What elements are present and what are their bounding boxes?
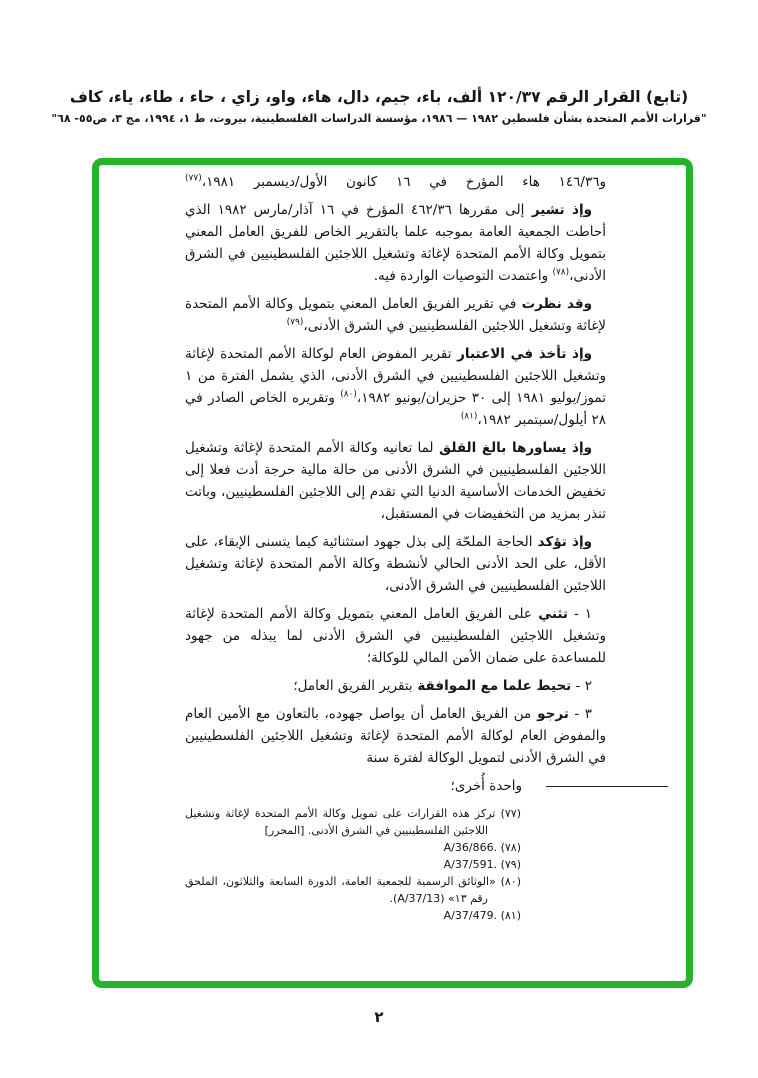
text-segment: ٢ - <box>571 678 592 694</box>
footnote-marker: (٧٩) <box>497 858 521 871</box>
footnote <box>185 839 521 856</box>
text-segment: و١٤٦/٣٦ هاء المؤرخ في ١٦ كانون الأول/ديسمبر ١٩٨١، <box>201 174 607 190</box>
footnote <box>185 856 521 873</box>
text-segment: تحيط علما مع الموافقة <box>412 678 572 694</box>
text-segment: A/37/591. <box>443 858 498 871</box>
resolution-frame <box>92 158 693 988</box>
text-segment: ترجو <box>531 706 569 722</box>
text-segment: على الفريق العامل المعني بتمويل وكالة الأمم المتحدة لإغاثة وتشغيل اللاجئين الفلسطينيين في الشرق الأدنى لما يبذله من جهود للمساعدة على ضمان الأمن المالي للوكالة؛ <box>185 606 606 666</box>
text-segment: وإذ يساورها بالغ القلق <box>433 440 592 456</box>
text-segment: واعتمدت التوصيات الواردة فيه. <box>373 268 553 284</box>
header-resolution-title: (تابع) القرار الرقم ١٢٠/٣٧ ألف، باء، جيم، دال، هاء، واو، زاي ، حاء ، طاء، ياء، كاف <box>69 88 689 106</box>
body-paragraph <box>185 703 606 769</box>
text-segment: A/36/866. <box>443 841 498 854</box>
text-segment: A/37/479. <box>443 909 498 922</box>
text-segment: بتقرير الفريق العامل؛ <box>293 678 413 694</box>
footnote-marker: (٧٧) <box>495 807 521 820</box>
text-segment: وتقريره الخاص الصادر في ٢٨ أيلول/سبتمبر ١٩٨٢، <box>185 390 606 428</box>
footnote-ref: (٧٧) <box>185 173 202 184</box>
footnote-marker: (٨١) <box>497 909 521 922</box>
body-paragraph <box>185 199 606 287</box>
body-paragraph <box>185 675 606 697</box>
text-segment: إلى مقررها ٤٦٢/٣٦ المؤرخ في ١٦ آذار/مارس ١٩٨٢ الذي أحاطت الجمعية العامة بموجبه علما بالتقرير الخاص للفريق العامل المعني بتمويل وكالة الأمم المتحدة لإغاثة وتشغيل اللاجئين الفلسطينيين في الشرق الأدنى، <box>185 202 606 284</box>
page-header <box>0 88 758 125</box>
closing-line-text: واحدة أُخرى؛ <box>450 778 522 794</box>
footnotes <box>185 805 521 924</box>
body-paragraph <box>185 603 606 669</box>
body-paragraph <box>185 343 606 431</box>
footnote-ref: (٨١) <box>460 411 478 422</box>
text-segment: وقد نظرت <box>516 296 592 312</box>
body-paragraph <box>185 531 606 597</box>
footnote-ref: (٨٠) <box>340 389 357 400</box>
text-segment: «الوثائق الرسمية للجمعية العامة، الدورة السابعة والثلاثون، الملحق رقم ١٣» <box>185 875 496 905</box>
footnote-marker: (٧٨) <box>497 841 521 854</box>
body-paragraph <box>185 437 606 525</box>
text-segment: . <box>389 892 394 905</box>
closing-line-row <box>185 775 606 797</box>
text-segment: وإذ تشير <box>524 202 592 218</box>
footnote <box>185 873 521 907</box>
footnote-ref: (٧٩) <box>286 317 304 328</box>
footnote <box>185 907 521 924</box>
header-source-citation: "قرارات الأمم المتحدة بشأن فلسطين ١٩٨٢ — ١٩٨٦، مؤسسة الدراسات الفلسطينية، بيروت، ط ١، ١٩٩٤، مج ٣، ص٥٥- ٦٨" <box>51 112 707 125</box>
text-segment: في تقرير الفريق العامل المعني بتمويل وكالة الأمم المتحدة لإغاثة وتشغيل اللاجئين الفلسطينيين في الشرق الأدنى، <box>185 296 606 334</box>
text-segment: تركز هذه القرارات على تمويل وكالة الأمم المتحدة لإغاثة وتشغيل اللاجئين الفلسطينيين في الشرق الأدنى. [المحرر] <box>185 807 496 837</box>
body-paragraph <box>185 171 606 193</box>
text-segment: تقرير المفوض العام لوكالة الأمم المتحدة لإغاثة وتشغيل اللاجئين الفلسطينيين في الشرق الأدنى، الذي يشمل الفترة من ١ تموز/يوليو ١٩٨١ إلى ٣٠ حزيران/يونيو ١٩٨٢، <box>185 346 606 406</box>
text-segment: ٣ - <box>568 706 592 722</box>
text-segment: الحاجة الملحّة إلى بذل جهود استثنائية كيما يتسنى الإبقاء، على الأقل، على الحد الأدنى الحالي لأنشطة وكالة الأمم المتحدة لإغاثة وتشغيل اللاجئين الفلسطينيين في الشرق الأدنى، <box>185 534 606 594</box>
text-segment: من الفريق العامل أن يواصل جهوده، بالتعاون مع الأمين العام والمفوض العام لوكالة الأمم المتحدة لإغاثة وتشغيل اللاجئين الفلسطينيين في الشرق الأدنى لتمويل الوكالة لفترة سنة <box>185 706 606 766</box>
text-segment: وإذ تؤكد <box>532 534 593 550</box>
footnote-ref: (٧٨) <box>552 267 570 278</box>
text-segment: ١ - <box>568 606 592 622</box>
text-segment: وإذ تأخذ في الاعتبار <box>451 346 592 362</box>
text-segment: (A/37/13) <box>393 892 445 905</box>
text-segment: تثني <box>531 606 569 622</box>
footnote-marker: (٨٠) <box>495 875 521 888</box>
body-paragraph <box>185 293 606 337</box>
body-paragraphs <box>185 171 606 769</box>
page-number: ٢ <box>374 1008 384 1026</box>
footnote-separator <box>546 786 668 787</box>
footnote <box>185 805 521 839</box>
text-segment: لما تعانيه وكالة الأمم المتحدة لإغاثة وتشغيل اللاجئين الفلسطينيين في الشرق الأدنى من حالة مالية حرجة أدت فعلا إلى تخفيض الخدمات الأساسية الدنيا التي تقدم إلى اللاجئين الفلسطينيين، وباتت تنذر بمزيد من التخفيضات في المستقبل، <box>185 440 606 522</box>
